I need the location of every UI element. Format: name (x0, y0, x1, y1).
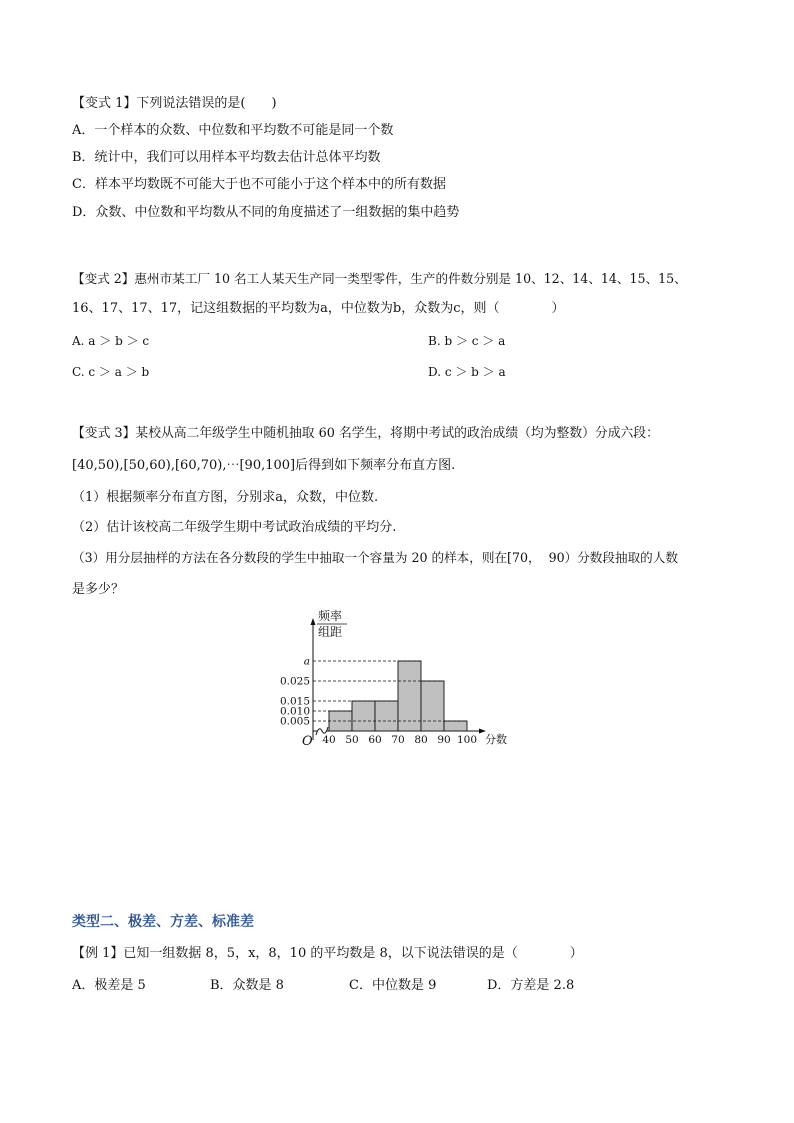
variant3-part3-line2: 是多少？ (72, 582, 125, 597)
y-tick-label: 0.010 (279, 705, 310, 718)
variant3-question-line2: [40,50),[50,60),[60,70),⋯[90,100]后得到如下频率分布直方图. (72, 458, 456, 473)
origin-label: O (302, 734, 313, 749)
x-tick-label: 60 (368, 734, 382, 746)
example1-option-a: A．极差是 5 (72, 978, 146, 993)
y-tick-label: 0.015 (279, 695, 310, 708)
variant2-question-line1: 【变式 2】惠州市某工厂 10 名工人某天生产同一类型零件，生产的件数分别是 10、12、14、14、15、15、 (72, 271, 687, 286)
variant2-question-line2: 16、17、17、17，记这组数据的平均数为a，中位数为b，众数为c，则（ ） (72, 301, 565, 316)
histogram-bar (375, 701, 398, 731)
x-axis-label: 分数 (485, 733, 507, 746)
variant3-part3-line1: （3）用分层抽样的方法在各分数段的学生中抽取一个容量为 20 的样本，则在[70， 90）分数段抽取的人数 (72, 550, 678, 565)
x-tick-label: 40 (322, 734, 336, 746)
x-tick-label: 100 (456, 734, 478, 746)
y-tick-label: 0.005 (279, 715, 310, 728)
variant3-part1: （1）根据频率分布直方图，分别求a，众数，中位数. (72, 490, 379, 505)
variant2-option-d: D. c ＞ b ＞ a (428, 365, 506, 379)
variant1-question: 【变式 1】下列说法错误的是( ) (72, 96, 277, 111)
histogram-bar (352, 701, 375, 731)
variant1-option-d: D．众数、中位数和平均数从不同的角度描述了一组数据的集中趋势 (72, 205, 460, 220)
variant3-part2: （2）估计该校高二年级学生期中考试政治成绩的平均分. (72, 520, 397, 535)
x-tick-label: 50 (345, 734, 359, 746)
example1-question: 【例 1】已知一组数据 8，5，x，8，10 的平均数是 8，以下说法错误的是（ ） (72, 946, 583, 961)
variant3-question-line1: 【变式 3】某校从高二年级学生中随机抽取 60 名学生，将期中考试的政治成绩（均为整数）分成六段： (72, 426, 659, 441)
variant1-option-c: C．样本平均数既不可能大于也不可能小于这个样本中的所有数据 (72, 177, 446, 192)
y-tick-label: 0.025 (279, 675, 310, 688)
histogram-bar (398, 661, 421, 731)
example1-option-b: B．众数是 8 (210, 978, 284, 993)
y-tick-label: a (303, 655, 310, 668)
example1-option-d: D．方差是 2.8 (487, 978, 575, 993)
x-tick-label: 80 (414, 734, 428, 746)
y-axis-arrow (311, 618, 316, 625)
variant2-option-c: C. c ＞ a ＞ b (72, 365, 150, 379)
variant1-option-a: A．一个样本的众数、中位数和平均数不可能是同一个数 (72, 123, 394, 138)
variant2-option-a: A. a ＞ b ＞ c (72, 334, 150, 348)
x-tick-label: 90 (437, 734, 451, 746)
x-tick-label: 70 (391, 734, 405, 746)
section2-heading: 类型二、极差、方差、标准差 (72, 914, 254, 930)
y-axis-label-bottom: 组距 (318, 625, 343, 639)
y-axis-label-top: 频率 (318, 609, 343, 623)
variant2-option-b: B. b ＞ c ＞ a (428, 334, 506, 348)
variant1-option-b: B．统计中，我们可以用样本平均数去估计总体平均数 (72, 150, 381, 165)
histogram-bar (444, 721, 467, 731)
frequency-histogram (270, 605, 520, 755)
histogram-bar (421, 681, 444, 731)
example1-option-c: C．中位数是 9 (349, 978, 437, 993)
